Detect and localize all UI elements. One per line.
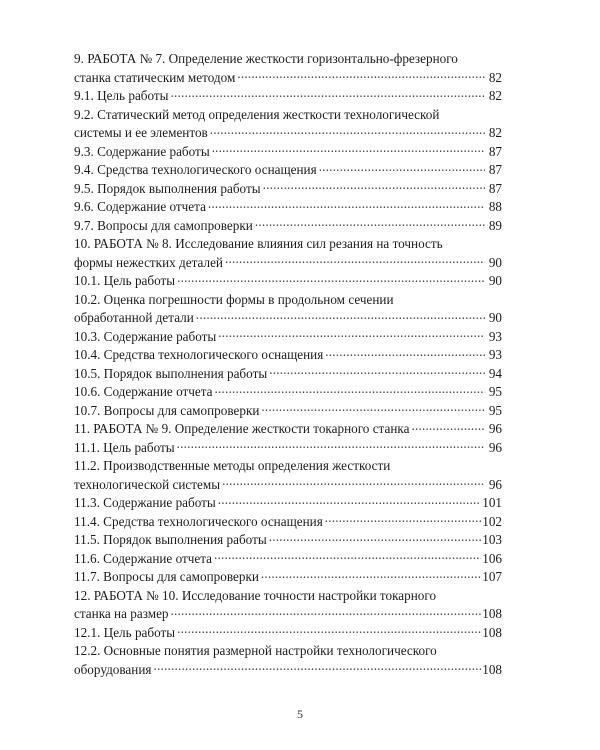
toc-entry-last-line bbox=[74, 272, 502, 291]
toc-entry-title-line: 12.1. Цель работы bbox=[74, 624, 176, 640]
toc-entry-last-line bbox=[74, 402, 502, 421]
toc-entry-title-line: системы и ее элементов bbox=[74, 125, 208, 141]
dot-leader bbox=[255, 217, 485, 230]
toc-entry-last-line bbox=[74, 217, 502, 236]
dot-leader bbox=[153, 661, 481, 674]
dot-leader bbox=[171, 605, 482, 618]
toc-entry-title-line: 9. РАБОТА № 7. Определение жесткости горизонтально-фрезерного bbox=[74, 51, 458, 66]
toc-entry-page: 93 bbox=[488, 347, 502, 363]
toc-entry bbox=[74, 365, 502, 384]
toc-entry bbox=[74, 494, 502, 513]
toc-entry-title-line: станка на размер bbox=[74, 606, 169, 622]
toc-entry-title-line: 11.3. Содержание работы bbox=[74, 495, 216, 511]
dot-leader bbox=[263, 180, 485, 193]
toc-entry bbox=[74, 106, 502, 143]
toc-entry bbox=[74, 568, 502, 587]
toc-entry-title-line: 9.5. Порядок выполнения работы bbox=[74, 180, 261, 196]
dot-leader bbox=[269, 365, 485, 378]
toc-entry-title-line: 11.7. Вопросы для самопроверки bbox=[74, 569, 259, 585]
dot-leader bbox=[225, 254, 485, 267]
toc-entry-last-line bbox=[74, 309, 502, 328]
dot-leader bbox=[325, 346, 485, 359]
toc-entry-last-line bbox=[74, 383, 502, 402]
toc-entry-last-line bbox=[74, 531, 502, 550]
toc-entry bbox=[74, 50, 502, 87]
toc-entry-last-line bbox=[74, 476, 502, 495]
toc-entry-page: 82 bbox=[488, 125, 502, 141]
toc-entry-title-line: 9.4. Средства технологического оснащения bbox=[74, 162, 317, 178]
toc-entry bbox=[74, 550, 502, 569]
dot-leader bbox=[411, 420, 485, 433]
toc-entry-page: 90 bbox=[488, 254, 502, 270]
toc-entry-page: 102 bbox=[482, 513, 502, 529]
toc-entry bbox=[74, 161, 502, 180]
toc-entry-title-line: формы нежестких деталей bbox=[74, 254, 223, 270]
toc-entry-page: 82 bbox=[488, 69, 502, 85]
toc-entry-page: 96 bbox=[488, 476, 502, 492]
toc-entry-last-line bbox=[74, 494, 502, 513]
toc-entry-title-line: 11.4. Средства технологического оснащения bbox=[74, 513, 323, 529]
toc-entry-page: 95 bbox=[488, 402, 502, 418]
toc-entry-last-line bbox=[74, 69, 502, 88]
dot-leader bbox=[214, 550, 481, 563]
toc-entry-last-line bbox=[74, 439, 502, 458]
dot-leader bbox=[222, 476, 485, 489]
toc-entry-page: 106 bbox=[482, 550, 502, 566]
toc-entry-title-line: 11.2. Производственные методы определения жесткости bbox=[74, 458, 391, 473]
toc-entry-last-line bbox=[74, 550, 502, 569]
dot-leader bbox=[319, 161, 485, 174]
toc-entry-last-line bbox=[74, 124, 502, 143]
toc-entry bbox=[74, 272, 502, 291]
toc-entry-title-line: 11. РАБОТА № 9. Определение жесткости токарного станка bbox=[74, 421, 410, 437]
toc-entry bbox=[74, 328, 502, 347]
toc-entry bbox=[74, 587, 502, 624]
toc-entry-title-line: 11.1. Цель работы bbox=[74, 439, 175, 455]
toc-entry-title-line: 12.2. Основные понятия размерной настройки технологического bbox=[74, 643, 437, 658]
toc-entry-last-line bbox=[74, 365, 502, 384]
toc-entry-page: 108 bbox=[482, 606, 502, 622]
toc-entry-page: 87 bbox=[488, 162, 502, 178]
toc-entry-last-line bbox=[74, 605, 502, 624]
toc-entry bbox=[74, 402, 502, 421]
toc-entry-page: 96 bbox=[488, 439, 502, 455]
page-number: 5 bbox=[297, 707, 303, 721]
toc-entry-last-line bbox=[74, 513, 502, 532]
toc-entry-last-line bbox=[74, 568, 502, 587]
toc-entry-last-line bbox=[74, 87, 502, 106]
toc-entry-title-line: 9.6. Содержание отчета bbox=[74, 199, 206, 215]
toc-entry bbox=[74, 513, 502, 532]
dot-leader bbox=[196, 309, 485, 322]
toc-entry-title-line: 9.7. Вопросы для самопроверки bbox=[74, 217, 253, 233]
toc-entry bbox=[74, 420, 502, 439]
toc-entry-last-line bbox=[74, 346, 502, 365]
toc-entry-title-line: обработанной детали bbox=[74, 310, 194, 326]
toc-entry-last-line bbox=[74, 624, 502, 643]
toc-entry bbox=[74, 198, 502, 217]
toc-entry-page: 107 bbox=[482, 569, 502, 585]
toc-entry-page: 103 bbox=[482, 532, 502, 548]
dot-leader bbox=[261, 568, 481, 581]
dot-leader bbox=[325, 513, 481, 526]
toc-entry bbox=[74, 291, 502, 328]
toc-entry-last-line bbox=[74, 328, 502, 347]
toc-entry-title-line: технологической системы bbox=[74, 476, 221, 492]
toc-entry-last-line bbox=[74, 661, 502, 680]
toc-entry-title-line: 10.5. Порядок выполнения работы bbox=[74, 365, 268, 381]
toc-entry-page: 108 bbox=[482, 624, 502, 640]
toc-entry-title-line: 10.3. Содержание работы bbox=[74, 328, 217, 344]
toc-entry-page: 87 bbox=[488, 143, 502, 159]
toc-entry-page: 94 bbox=[488, 365, 502, 381]
toc-entry bbox=[74, 217, 502, 236]
toc-entry bbox=[74, 642, 502, 679]
toc-entry-page: 108 bbox=[482, 661, 502, 677]
toc-entry-title-line: 9.2. Статический метод определения жесткости технологической bbox=[74, 106, 440, 122]
dot-leader bbox=[212, 143, 485, 156]
dot-leader bbox=[210, 124, 485, 137]
toc-entry-title-line: 9.1. Цель работы bbox=[74, 88, 169, 104]
toc-entry-page: 95 bbox=[488, 384, 502, 400]
toc-entry-title-line: 11.5. Порядок выполнения работы bbox=[74, 532, 267, 548]
toc-entry-title-line: 11.6. Содержание отчета bbox=[74, 550, 213, 566]
toc-entry bbox=[74, 439, 502, 458]
toc-entry-last-line bbox=[74, 180, 502, 199]
dot-leader bbox=[218, 494, 481, 507]
toc-entry-title-line: 12. РАБОТА № 10. Исследование точности настройки токарного bbox=[74, 587, 437, 603]
toc-entry-page: 90 bbox=[488, 310, 502, 326]
toc-entry-last-line bbox=[74, 143, 502, 162]
toc-entry-page: 96 bbox=[488, 421, 502, 437]
toc-entry-last-line bbox=[74, 254, 502, 273]
toc-entry-page: 88 bbox=[488, 199, 502, 215]
toc-entry-page: 89 bbox=[488, 217, 502, 233]
toc-entry-title-line: 10.6. Содержание отчета bbox=[74, 384, 213, 400]
toc-entry-last-line bbox=[74, 420, 502, 439]
dot-leader bbox=[218, 328, 485, 341]
toc-entry-title-line: 10. РАБОТА № 8. Исследование влияния сил резания на точность bbox=[74, 236, 443, 251]
toc-entry-title-line: 9.3. Содержание работы bbox=[74, 143, 210, 159]
toc-entry bbox=[74, 624, 502, 643]
toc-entry-page: 93 bbox=[488, 328, 502, 344]
toc-entry bbox=[74, 180, 502, 199]
toc-entry-title-line: 10.2. Оценка погрешности формы в продольном сечении bbox=[74, 291, 394, 307]
toc-entry bbox=[74, 143, 502, 162]
toc-entry-title-line: станка статическим методом bbox=[74, 69, 236, 85]
dot-leader bbox=[171, 87, 485, 100]
toc-entry bbox=[74, 531, 502, 550]
toc-entry-last-line bbox=[74, 161, 502, 180]
dot-leader bbox=[261, 402, 485, 415]
toc-entry-title-line: 10.4. Средства технологического оснащения bbox=[74, 347, 324, 363]
toc-entry bbox=[74, 346, 502, 365]
toc-entry bbox=[74, 87, 502, 106]
toc-entry-page: 87 bbox=[488, 180, 502, 196]
toc-entry bbox=[74, 457, 502, 494]
dot-leader bbox=[237, 69, 485, 82]
dot-leader bbox=[215, 383, 485, 396]
toc-entry-title-line: 10.7. Вопросы для самопроверки bbox=[74, 402, 260, 418]
dot-leader bbox=[177, 624, 481, 637]
toc-entry-page: 101 bbox=[482, 495, 502, 511]
dot-leader bbox=[177, 272, 485, 285]
table-of-contents bbox=[74, 50, 502, 679]
toc-entry-page: 90 bbox=[488, 273, 502, 289]
dot-leader bbox=[269, 531, 482, 544]
dot-leader bbox=[177, 439, 485, 452]
toc-entry bbox=[74, 235, 502, 272]
toc-entry-title-line: оборудования bbox=[74, 661, 152, 677]
toc-entry-title-line: 10.1. Цель работы bbox=[74, 273, 176, 289]
toc-entry-last-line bbox=[74, 198, 502, 217]
toc-entry bbox=[74, 383, 502, 402]
toc-entry-page: 82 bbox=[488, 88, 502, 104]
dot-leader bbox=[208, 198, 485, 211]
